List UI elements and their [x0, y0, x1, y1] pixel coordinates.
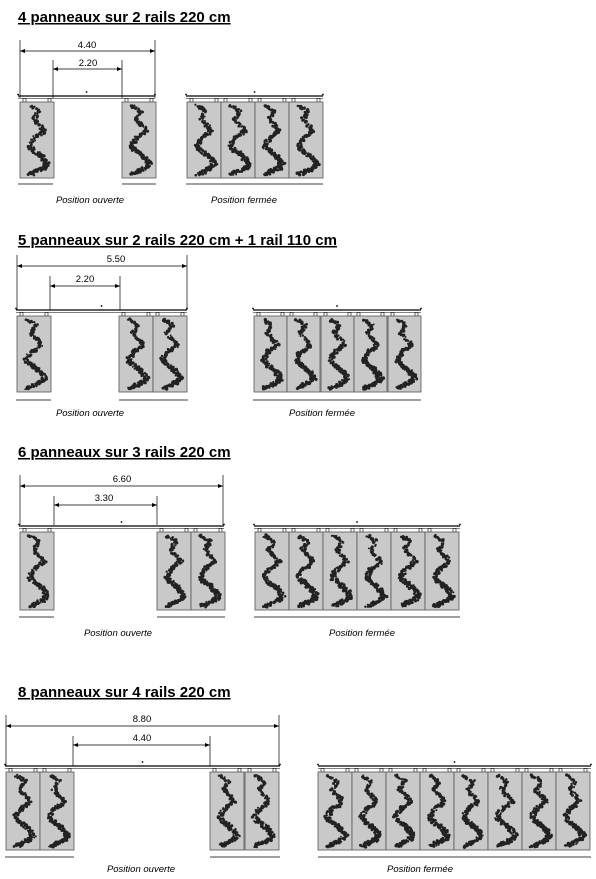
panel-hanger	[34, 769, 37, 773]
panel-hanger	[23, 99, 26, 103]
panel	[522, 769, 556, 851]
panel-hanger	[324, 313, 327, 317]
panel-hanger	[355, 769, 358, 773]
panel-hanger	[357, 313, 360, 317]
panel	[122, 99, 156, 179]
caption-open: Position ouverte	[55, 408, 125, 419]
panel	[255, 529, 289, 611]
panel-hanger	[281, 313, 284, 317]
closed-layout	[317, 761, 592, 857]
panel-hanger	[321, 769, 324, 773]
panel	[318, 769, 352, 851]
panel-hanger	[219, 529, 222, 533]
panel-hanger	[273, 769, 276, 773]
closed-layout	[252, 305, 422, 400]
panel	[119, 313, 153, 393]
panel	[556, 769, 590, 851]
caption-open: Position ouverte	[83, 628, 153, 639]
rail-end-marker	[459, 524, 461, 526]
panel	[187, 99, 221, 179]
rail-end-marker	[253, 524, 255, 526]
panel	[20, 529, 54, 611]
panel-hanger	[326, 529, 329, 533]
panel	[210, 769, 244, 851]
panel-hanger	[150, 99, 153, 103]
panel-hanger	[249, 99, 252, 103]
panel-hanger	[213, 769, 216, 773]
panel-hanger	[317, 529, 320, 533]
panel-hanger	[381, 313, 384, 317]
panel-hanger	[185, 529, 188, 533]
panel-body	[318, 772, 352, 850]
dimension-partial-label: 4.40	[132, 733, 152, 744]
panel-hanger	[283, 99, 286, 103]
rail-center-marker	[254, 91, 256, 93]
panel-hanger	[559, 769, 562, 773]
panel-hanger	[258, 529, 261, 533]
panel-hanger	[292, 99, 295, 103]
panel-hanger	[43, 769, 46, 773]
panel-hanger	[385, 529, 388, 533]
rail-end-marker	[154, 94, 156, 96]
dimension-total	[17, 254, 187, 310]
panel	[287, 313, 320, 393]
dimension-total-label: 5.50	[106, 254, 126, 265]
section-title: 4 panneaux sur 2 rails 220 cm	[18, 9, 231, 26]
caption-closed: Position fermée	[288, 408, 356, 419]
panel	[323, 529, 357, 611]
closed-layout	[253, 521, 461, 617]
panel	[254, 313, 287, 393]
section-title: 8 panneaux sur 4 rails 220 cm	[18, 684, 231, 701]
panel-hanger	[224, 99, 227, 103]
panel-hanger	[317, 99, 320, 103]
dimension-partial	[73, 733, 210, 766]
panel-hanger	[525, 769, 528, 773]
panel-body	[157, 532, 191, 610]
rail-end-marker	[322, 94, 324, 96]
panel	[221, 99, 255, 179]
rail-center-marker	[101, 305, 103, 307]
panel-hanger	[181, 313, 184, 317]
panel-hanger	[125, 99, 128, 103]
panel-hanger	[380, 769, 383, 773]
panel	[357, 529, 391, 611]
panel	[289, 529, 323, 611]
open-layout	[17, 91, 156, 184]
panel	[255, 99, 289, 179]
panel-hanger	[20, 313, 23, 317]
rail-end-marker	[18, 524, 20, 526]
panel	[386, 769, 420, 851]
panel-hanger	[491, 769, 494, 773]
panel	[191, 529, 225, 611]
rail-end-marker	[317, 764, 319, 766]
panel-hanger	[292, 529, 295, 533]
panel	[352, 769, 386, 851]
panel-hanger	[457, 769, 460, 773]
rail-end-marker	[4, 764, 6, 766]
panel-hanger	[48, 529, 51, 533]
caption-closed: Position fermée	[386, 864, 454, 875]
panel-hanger	[394, 529, 397, 533]
panel-hanger	[190, 99, 193, 103]
caption-closed: Position fermée	[210, 195, 278, 206]
dimension-partial	[50, 274, 120, 310]
panel-hanger	[68, 769, 71, 773]
panel-hanger	[414, 769, 417, 773]
panel-hanger	[516, 769, 519, 773]
rail-end-marker	[420, 308, 422, 310]
panel-hanger	[448, 769, 451, 773]
caption-open: Position ouverte	[106, 864, 176, 875]
dimension-partial-label: 2.20	[75, 274, 95, 285]
rail-end-marker	[590, 764, 592, 766]
dimension-total	[20, 474, 223, 525]
caption-open: Position ouverte	[55, 195, 125, 206]
open-layout	[4, 761, 281, 857]
panel-hanger	[584, 769, 587, 773]
panel	[388, 313, 421, 393]
panel-hanger	[423, 769, 426, 773]
section-6-panels	[18, 444, 461, 639]
panel	[153, 313, 187, 393]
rail-center-marker	[121, 521, 123, 523]
panel-body	[187, 102, 221, 178]
panel-hanger	[314, 313, 317, 317]
panel	[20, 99, 54, 179]
section-8-panels	[4, 684, 592, 875]
panel	[454, 769, 488, 851]
panel-hanger	[550, 769, 553, 773]
panel	[289, 99, 323, 179]
section-title: 5 panneaux sur 2 rails 220 cm + 1 rail 110 cm	[18, 232, 337, 249]
dimension-partial	[53, 58, 122, 98]
panel-hanger	[238, 769, 241, 773]
panel-body	[352, 772, 386, 850]
panel	[321, 313, 354, 393]
panel-hanger	[248, 769, 251, 773]
panel-hanger	[215, 99, 218, 103]
rail-end-marker	[186, 308, 188, 310]
panel-hanger	[258, 99, 261, 103]
rail-end-marker	[15, 308, 17, 310]
panel-hanger	[45, 313, 48, 317]
panel-body	[255, 532, 289, 610]
rail-end-marker	[252, 308, 254, 310]
panel-hanger	[257, 313, 260, 317]
panel-hanger	[415, 313, 418, 317]
open-layout	[18, 521, 225, 617]
rail-center-marker	[142, 761, 144, 763]
panel-hanger	[348, 313, 351, 317]
rail-end-marker	[17, 94, 19, 96]
dimension-total-label: 6.60	[112, 474, 132, 485]
panel	[245, 769, 279, 851]
closed-layout	[185, 91, 324, 184]
panel-hanger	[194, 529, 197, 533]
caption-closed: Position fermée	[328, 628, 396, 639]
panel	[40, 769, 74, 851]
rail-center-marker	[454, 761, 456, 763]
panel-hanger	[290, 313, 293, 317]
panel-hanger	[156, 313, 159, 317]
panel-hanger	[482, 769, 485, 773]
panel-hanger	[351, 529, 354, 533]
panel	[354, 313, 387, 393]
panel-hanger	[48, 99, 51, 103]
panel-body	[556, 772, 590, 850]
panel-hanger	[147, 313, 150, 317]
panel-hanger	[122, 313, 125, 317]
section-4-panels	[17, 9, 324, 206]
panel	[6, 769, 40, 851]
panel-body	[210, 772, 244, 850]
panel-hanger	[23, 529, 26, 533]
panel	[420, 769, 454, 851]
panel-hanger	[9, 769, 12, 773]
panel-hanger	[391, 313, 394, 317]
panel	[488, 769, 522, 851]
panel-hanger	[453, 529, 456, 533]
dimension-partial	[54, 493, 157, 525]
dimension-total-label: 8.80	[132, 714, 152, 725]
open-layout	[15, 305, 188, 400]
dimension-partial-label: 3.30	[94, 493, 114, 504]
panel-hanger	[389, 769, 392, 773]
rail-end-marker	[185, 94, 187, 96]
section-5-panels	[15, 232, 422, 419]
panel-hanger	[283, 529, 286, 533]
panel-hanger	[360, 529, 363, 533]
rail-center-marker	[86, 91, 88, 93]
dimension-total-label: 4.40	[77, 40, 97, 51]
panel	[425, 529, 459, 611]
panel-hanger	[160, 529, 163, 533]
rail-center-marker	[336, 305, 338, 307]
panel-hanger	[346, 769, 349, 773]
panel	[391, 529, 425, 611]
rail-center-marker	[356, 521, 358, 523]
panel	[17, 313, 51, 393]
rail-end-marker	[223, 524, 225, 526]
dimension-partial-label: 2.20	[78, 58, 98, 69]
section-title: 6 panneaux sur 3 rails 220 cm	[18, 444, 231, 461]
panel-hanger	[419, 529, 422, 533]
panel-hanger	[428, 529, 431, 533]
panel	[157, 529, 191, 611]
rail-end-marker	[279, 764, 281, 766]
